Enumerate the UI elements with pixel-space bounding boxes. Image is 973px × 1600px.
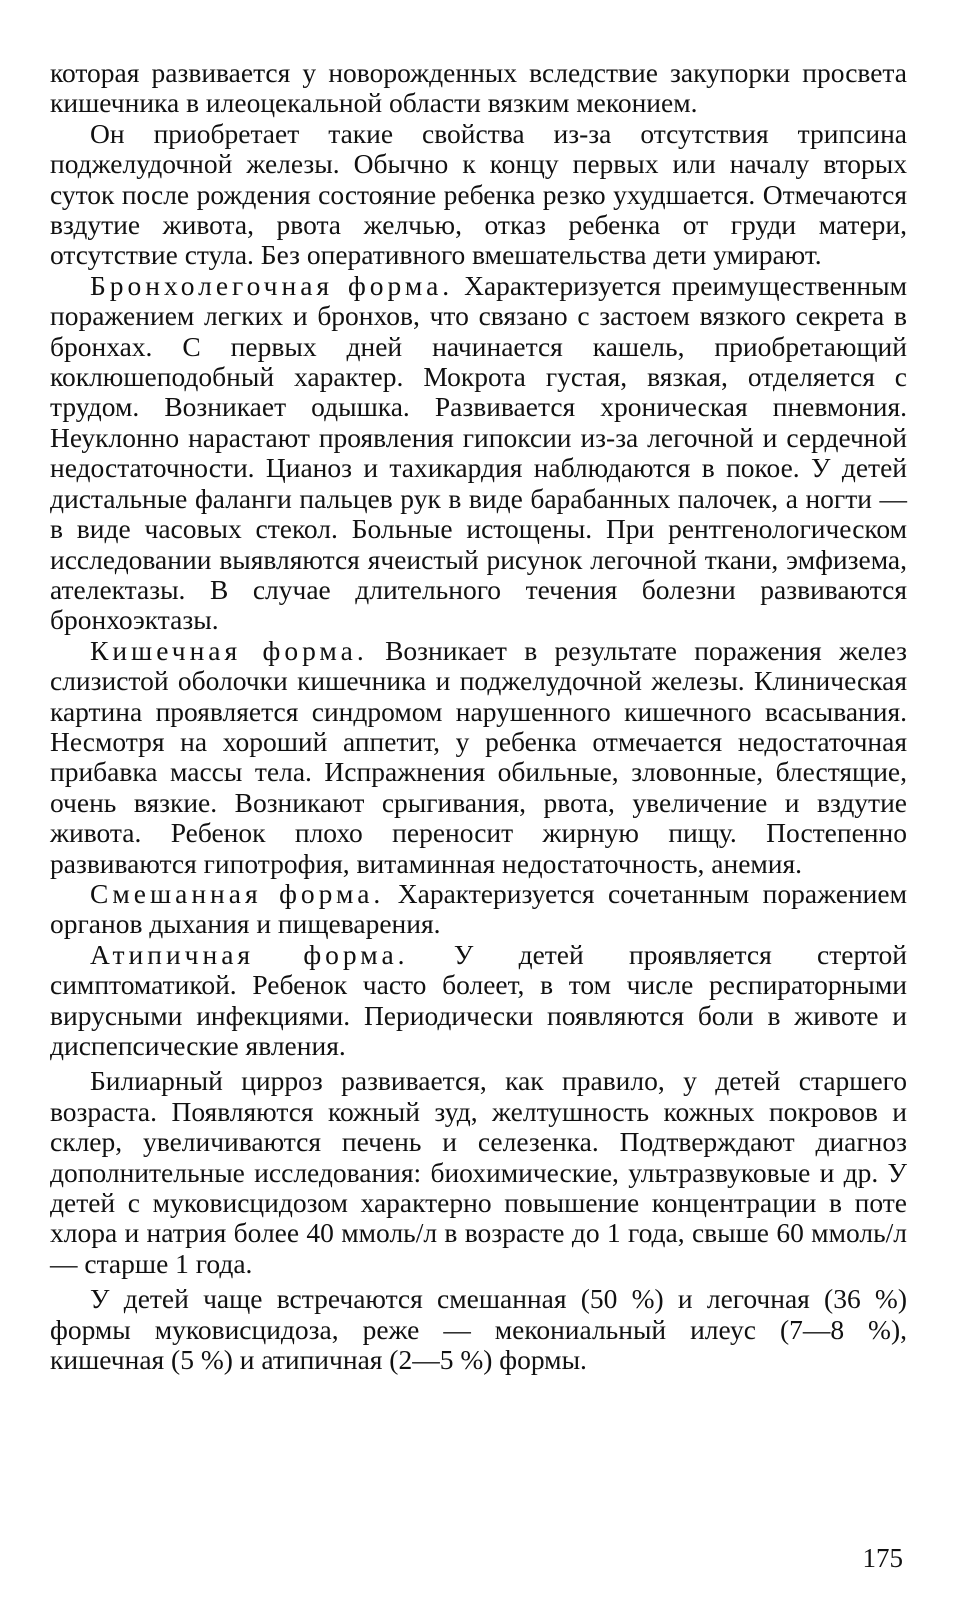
paragraph-bronchopulmonary-form [50,271,907,636]
text-intestinal-form: Возникает в результате поражения желез слизистой оболочки кишечника и поджелудочной железы. Клиническая картина проявляется синдромом нарушенного кишечного всасывания. Несмотря на хороший аппетит, у ребенка отмечается недостаточная прибавка массы тела. Испражнения обильные, зловонные, блестящие, очень вязкие. Возникают срыгивания, рвота, увеличение и вздутие живота. Ребенок плохо переносит жирную пищу. Постепенно развиваются гипотрофия, витаминная недостаточность, анемия. [50,634,907,879]
page-number: 175 [862,1543,903,1573]
heading-bronchopulmonary-form: Бронхолегочная форма. [90,269,454,301]
text-mixed-form: Характеризуется сочетанным поражением органов дыхания и пищеварения. [50,877,907,940]
heading-intestinal-form: Кишечная форма. [90,634,368,666]
paragraph-meconium-properties: Он приобретает такие свойства из-за отсутствия трипсина поджелудочной железы. Обычно к концу первых или началу вторых суток после рождения состояние ребенка резко ухудшается. Отмечаются вздутие живота, рвота желчью, отказ ребенка от груди матери, отсутствие стула. Без оперативного вмешательства дети умирают. [50,117,907,271]
paragraph-mixed-form [50,879,907,940]
paragraph-form-frequency: У детей чаще встречаются смешанная (50 %) и легочная (36 %) формы муковисцидоза, реже — мекониальный илеус (7—8 %), кишечная (5 %) и атипичная (2—5 %) формы. [50,1283,907,1376]
paragraph-meconium-ileus-end: которая развивается у новорожденных вследствие закупорки просвета кишечника в илеоцекальной области вязким меконием. [50,57,907,119]
paragraph-atypical-form [50,940,907,1062]
heading-atypical-form: Атипичная форма. [90,938,409,970]
text-atypical-form: У детей проявляется стертой симптоматикой. Ребенок часто болеет, в том числе респираторными вирусными инфекциями. Периодически появляются боли в животе и диспепсические явления. [50,938,907,1061]
heading-mixed-form: Смешанная форма. [90,877,385,909]
paragraph-biliary-cirrhosis: Билиарный цирроз развивается, как правило, у детей старшего возраста. Появляются кожный зуд, желтушность кожных покровов и склер, увеличиваются печень и селезенка. Подтверждают диагноз дополнительные исследования: биохимические, ультразвуковые и др. У детей с муковисцидозом характерно повышение концентрации в поте хлора и натрия более 40 ммоль/л в возрасте до 1 года, свыше 60 ммоль/л — старше 1 года. [50,1065,907,1279]
text-bronchopulmonary-form: Характеризуется преимущественным поражением легких и бронхов, что связано с застоем вязкого секрета в бронхах. С первых дней начинается кашель, приобретающий коклюшеподобный характер. Мокрота густая, вязкая, отделяется с трудом. Возникает одышка. Развивается хроническая пневмония. Неуклонно нарастают проявления гипоксии из-за легочной и сердечной недостаточности. Цианоз и тахикардия наблюдаются в покое. У детей дистальные фаланги пальцев рук в виде барабанных палочек, а ногти — в виде часовых стекол. Больные истощены. При рентгенологическом исследовании выявляются ячеистый рисунок легочной ткани, эмфизема, ателектазы. В случае длительного течения болезни развиваются бронхоэктазы. [50,269,907,636]
paragraph-intestinal-form [50,636,907,879]
